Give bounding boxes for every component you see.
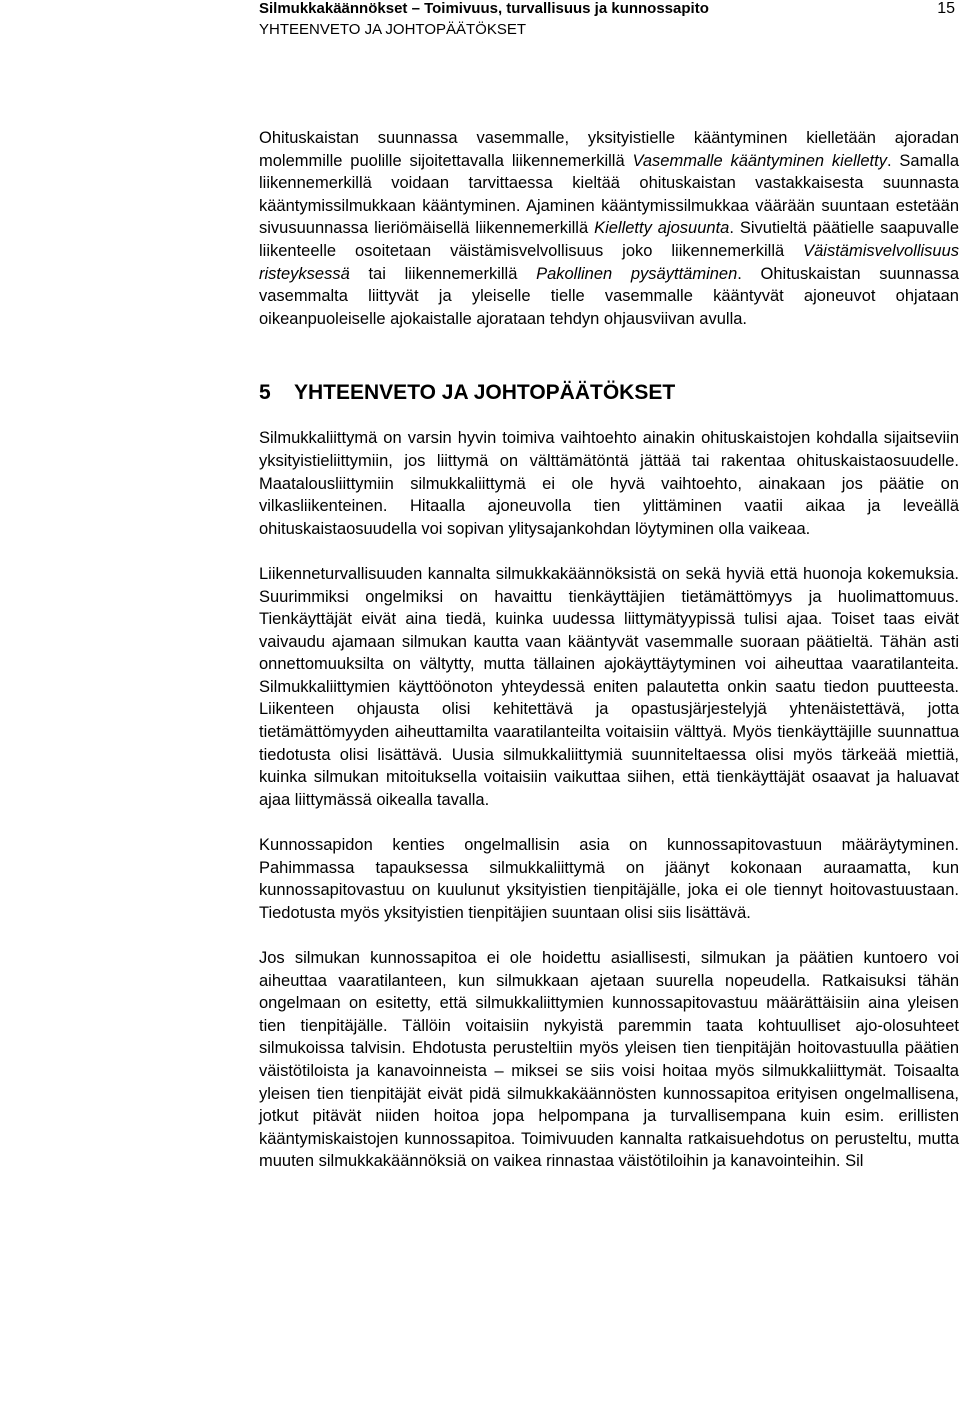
paragraph-2: Liikenneturvallisuuden kannalta silmukkakäännöksistä on sekä hyviä että huonoja kokemuksia. Suurimmiksi ongelmiksi on havaittu tienkäyttäjien tietämättömyys ja huolimattomuus. Tienkäyttäjät eivät aina tiedä, kuinka uudessa liittymätyypissä tulisi ajaa. Toiset taas eivät vaivaudu ajamaan silmukan kautta vaan kääntyvät vasemmalle suoraan päätieltä. Tähän asti onnettomuuksilta on vältytty, mutta tällainen ajokäyttäytyminen voi aiheuttaa vaaratilanteita. Silmukkaliittymien käyttöönoton yhteydessä eniten palautetta onkin saatu tiedon puutteesta. Liikenteen ohjausta olisi kehitettävä ja opastusjärjestelyjä yhtenäistettävä, jotta tietämättömyyden aiheuttamilta vaaratilanteilta voitaisiin välttyä. Myös tienkäyttäjille suunnattua tiedotusta olisi lisättävä. Uusia silmukkaliittymiä suunniteltaessa olisi myös tärkeää miettiä, kuinka silmukan mitoituksella voitaisiin vaikuttaa siihen, että tienkäyttäjät osaavat ja haluavat ajaa liittymässä oikealla tavalla. <box>259 564 959 809</box>
page-header <box>259 0 959 44</box>
intro-text-3: . Sivutieltä päätielle saapuvalle liikenteelle osoitetaan väistämisvelvollisuus joko liikennemerkillä <box>259 219 959 260</box>
intro-text-1: Ohituskaistan suunnassa vasemmalle, yksityistielle kääntyminen kielletään ajoradan molemmille puolille sijoitettavalla liikennemerkillä <box>259 129 959 170</box>
intro-paragraph <box>259 127 959 330</box>
intro-text-4: tai liikennemerkillä <box>349 264 537 283</box>
intro-text-2: . Samalla liikennemerkillä voidaan tarvittaessa kieltää ohituskaistan vastakkaisesta suunnasta kääntymissilmukkaan kääntyminen. Ajaminen kääntymissilmukkaa väärään suuntaan estetään sivusuunnassa lieriömäisellä liikennemerkillä <box>259 151 960 238</box>
page-number: 15 <box>937 0 955 17</box>
intro-text-5: . Ohituskaistan suunnassa vasemmalta liittyvät ja yleiselle tielle vasemmalle kääntyvät ajoneuvot ohjataan oikeanpuoleiselle ajokaistalle ajorataan tehdyn ohjausviivan avulla. <box>259 264 960 328</box>
sign-name-stop: Pakollinen pysäyttäminen <box>536 264 738 283</box>
paragraph-4: Jos silmukan kunnossapitoa ei ole hoidettu asiallisesti, silmukan ja päätien kuntoero voi aiheuttaa vaaratilanteen, kun silmukkaan ajetaan suurella nopeudella. Ratkaisuksi tähän ongelmaan on esitetty, että silmukkaliittymien kunnossapitovastuu määrättäisiin aina yleisen tien tienpitäjälle. Tällöin voitaisiin nykyistä paremmin taata kohtuulliset ajo-olosuhteet silmukoissa talvisin. Ehdotusta perusteltiin myös yleisen tien tienpitäjän hoitovastuulla päätien väistötiloista ja kanavoinneista – miksei se siis voisi hoitaa myös silmukkaliittymät. Toisaalta yleisen tien tienpitäjät eivät pidä silmukkakäännösten kunnossapitoa erityisen ongelmallisena, jotkut pitävät niiden hoitoa jopa helpompana ja turvallisempana kuin esim. erillisten kääntymiskaistojen kunnossapitoa. Toimivuuden kannalta ratkaisuehdotus on perusteltu, mutta muuten silmukkakäännöksiä on vaikea rinnastaa väistötiloihin ja kanavointeihin. Sil <box>259 949 959 1171</box>
header-section-title: YHTEENVETO JA JOHTOPÄÄTÖKSET <box>259 21 527 38</box>
running-title: Silmukkakäännökset – Toimivuus, turvallisuus ja kunnossapito <box>259 0 709 17</box>
section-number: 5 <box>259 381 271 405</box>
paragraph-1: Silmukkaliittymä on varsin hyvin toimiva vaihtoehto ainakin ohituskaistojen kohdalla sijaitseviin yksityistieliittymiin, jos liittymä on välttämätöntä jättää tai rakentaa ohituskaistaosuudelle. Maatalousliittymiin silmukkaliittymä ei ole hyvä vaihtoehto, ainakaan jos päätie on vilkasliikenteinen. Hitaalla ajoneuvolla tien ylittäminen vaatii aikaa ja leveällä ohituskaistaosuudella voi sopivan ylitysajankohdan löytyminen olla vaikeaa. <box>259 429 959 538</box>
section-title: YHTEENVETO JA JOHTOPÄÄTÖKSET <box>294 381 676 405</box>
page-content <box>259 127 959 1173</box>
section-heading <box>259 380 959 406</box>
sign-name-no-entry: Kielletty ajosuunta <box>594 219 730 238</box>
paragraph-3: Kunnossapidon kenties ongelmallisin asia on kunnossapitovastuun määräytyminen. Pahimmassa tapauksessa silmukkaliittymä on jäänyt kokonaan auraamatta, kun kunnossapitovastuu on kuulunut yksityistien tienpitäjälle, joka ei ole tiennyt hoitovastuustaan. Tiedotusta myös yksityistien tienpitäjien suuntaan olisi siis lisättävä. <box>259 836 959 922</box>
sign-name-left-turn: Vasemmalle kääntyminen kielletty <box>632 151 887 170</box>
sign-name-give-way: Väistämisvelvollisuus risteyksessä <box>259 241 959 283</box>
